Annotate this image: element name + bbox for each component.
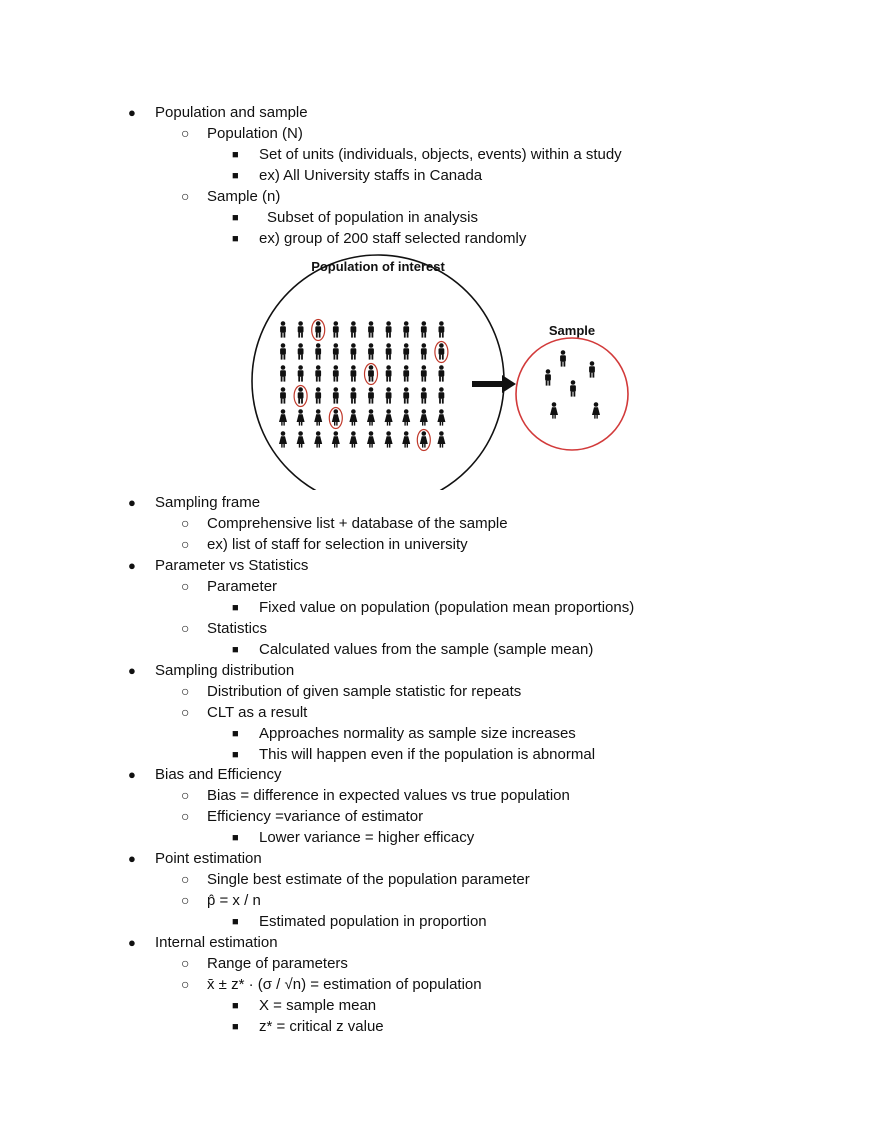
person-icon bbox=[386, 387, 392, 403]
bullet-level3: ■ bbox=[232, 233, 239, 245]
person-icon bbox=[368, 343, 374, 359]
person-icon bbox=[402, 409, 410, 425]
bullet-level3: ■ bbox=[232, 916, 239, 928]
person-icon bbox=[439, 321, 445, 337]
person-icon bbox=[297, 431, 305, 447]
person-icon bbox=[298, 387, 304, 403]
person-icon bbox=[545, 369, 551, 385]
internal-estimation-item: Range of parameters bbox=[207, 955, 348, 972]
person-icon bbox=[280, 321, 286, 337]
person-icon bbox=[333, 343, 339, 359]
bias-definition: Bias = difference in expected values vs true population bbox=[207, 787, 570, 804]
internal-estimation-formula: x̄ ± z* · (σ / √n) = estimation of population bbox=[207, 976, 482, 993]
bullet-level2: ○ bbox=[181, 188, 190, 204]
person-icon bbox=[332, 409, 340, 425]
population-people bbox=[279, 320, 448, 451]
person-icon bbox=[386, 321, 392, 337]
person-icon bbox=[439, 365, 445, 381]
statistics-definition: Calculated values from the sample (sample mean) bbox=[259, 641, 594, 658]
person-icon bbox=[437, 409, 445, 425]
person-icon bbox=[279, 409, 287, 425]
sample-people bbox=[545, 350, 600, 418]
person-icon bbox=[570, 380, 576, 396]
bullet-level2: ○ bbox=[181, 515, 190, 531]
efficiency-note: Lower variance = higher efficacy bbox=[259, 829, 475, 846]
clt-note-1: Approaches normality as sample size increases bbox=[259, 725, 576, 742]
bullet-level3: ■ bbox=[232, 212, 239, 224]
bullet-level2: ○ bbox=[181, 892, 190, 908]
population-example: ex) All University staffs in Canada bbox=[259, 167, 483, 184]
person-icon bbox=[421, 387, 427, 403]
person-icon bbox=[560, 350, 566, 366]
bullet-level2: ○ bbox=[181, 578, 190, 594]
person-icon bbox=[351, 321, 357, 337]
person-icon bbox=[403, 387, 409, 403]
efficiency-definition: Efficiency =variance of estimator bbox=[207, 808, 424, 825]
person-icon bbox=[421, 321, 427, 337]
person-icon bbox=[385, 431, 393, 447]
statistics-label: Statistics bbox=[207, 620, 268, 637]
section-title-bias-and-efficiency: Bias and Efficiency bbox=[155, 766, 282, 783]
bullet-level2: ○ bbox=[181, 620, 190, 636]
bullet-level2: ○ bbox=[181, 683, 190, 699]
person-icon bbox=[280, 343, 286, 359]
person-icon bbox=[439, 343, 445, 359]
person-icon bbox=[297, 409, 305, 425]
bullet-level2: ○ bbox=[181, 871, 190, 887]
person-icon bbox=[314, 431, 322, 447]
bullet-level1: ● bbox=[128, 851, 136, 866]
bullet-level3: ■ bbox=[232, 832, 239, 844]
person-icon bbox=[315, 365, 321, 381]
person-icon bbox=[333, 321, 339, 337]
sample-definition: Subset of population in analysis bbox=[267, 209, 478, 226]
bullet-level2: ○ bbox=[181, 787, 190, 803]
person-icon bbox=[349, 409, 357, 425]
point-estimation-note: Estimated population in proportion bbox=[259, 913, 487, 930]
bullet-level2: ○ bbox=[181, 808, 190, 824]
section-title-sampling-frame: Sampling frame bbox=[155, 494, 261, 511]
person-icon bbox=[367, 409, 375, 425]
person-icon bbox=[280, 387, 286, 403]
bullet-level2: ○ bbox=[181, 955, 190, 971]
sampling-distribution-item: Distribution of given sample statistic for repeats bbox=[207, 683, 522, 700]
person-icon bbox=[402, 431, 410, 447]
person-icon bbox=[403, 365, 409, 381]
person-icon bbox=[368, 321, 374, 337]
person-icon bbox=[315, 321, 321, 337]
section-title-internal-estimation: Internal estimation bbox=[155, 934, 278, 951]
population-definition: Set of units (individuals, objects, events) within a study bbox=[259, 146, 622, 163]
parameter-label: Parameter bbox=[207, 578, 278, 595]
point-estimation-item: Single best estimate of the population parameter bbox=[207, 871, 530, 888]
sample-example: ex) group of 200 staff selected randomly bbox=[259, 230, 527, 247]
bullet-level3: ■ bbox=[232, 170, 239, 182]
section-title-population-and-sample: Population and sample bbox=[155, 104, 308, 121]
person-icon bbox=[315, 343, 321, 359]
bullet-level2: ○ bbox=[181, 976, 190, 992]
person-icon bbox=[386, 343, 392, 359]
internal-estimation-note-1: X = sample mean bbox=[259, 997, 377, 1014]
person-icon bbox=[386, 365, 392, 381]
sampling-frame-item: Comprehensive list + database of the sample bbox=[207, 515, 508, 532]
person-icon bbox=[589, 361, 595, 377]
person-icon bbox=[368, 387, 374, 403]
sampling-frame-example: ex) list of staff for selection in university bbox=[207, 536, 468, 553]
person-icon bbox=[592, 402, 600, 418]
bullet-level3: ■ bbox=[232, 602, 239, 614]
person-icon bbox=[332, 431, 340, 447]
population-label: Population (N) bbox=[207, 125, 303, 142]
internal-estimation-note-2: z* = critical z value bbox=[259, 1018, 384, 1035]
bullet-level2: ○ bbox=[181, 536, 190, 552]
person-icon bbox=[333, 365, 339, 381]
bullet-level1: ● bbox=[128, 558, 136, 573]
bullet-level1: ● bbox=[128, 767, 136, 782]
person-icon bbox=[421, 343, 427, 359]
person-icon bbox=[420, 409, 428, 425]
bullet-level3: ■ bbox=[232, 728, 239, 740]
person-icon bbox=[368, 365, 374, 381]
person-icon bbox=[298, 321, 304, 337]
person-icon bbox=[403, 321, 409, 337]
clt-label: CLT as a result bbox=[207, 704, 308, 721]
bullet-level2: ○ bbox=[181, 125, 190, 141]
person-icon bbox=[333, 387, 339, 403]
person-icon bbox=[550, 402, 558, 418]
section-title-parameter-vs-statistics: Parameter vs Statistics bbox=[155, 557, 309, 574]
person-icon bbox=[351, 387, 357, 403]
point-estimation-formula: p̂ = x / n bbox=[207, 892, 261, 909]
population-sample-diagram bbox=[248, 254, 638, 490]
clt-note-2: This will happen even if the population is abnormal bbox=[259, 746, 596, 763]
person-icon bbox=[385, 409, 393, 425]
sample-figure-label: Sample bbox=[548, 323, 596, 338]
bullet-level2: ○ bbox=[181, 704, 190, 720]
parameter-definition: Fixed value on population (population mean proportions) bbox=[259, 599, 635, 616]
person-icon bbox=[437, 431, 445, 447]
person-icon bbox=[420, 431, 428, 447]
person-icon bbox=[439, 387, 445, 403]
person-icon bbox=[298, 343, 304, 359]
bullet-level1: ● bbox=[128, 105, 136, 120]
bullet-level3: ■ bbox=[232, 749, 239, 761]
person-icon bbox=[421, 365, 427, 381]
person-icon bbox=[279, 431, 287, 447]
bullet-level3: ■ bbox=[232, 1000, 239, 1012]
person-icon bbox=[367, 431, 375, 447]
section-title-point-estimation: Point estimation bbox=[155, 850, 262, 867]
person-icon bbox=[351, 343, 357, 359]
person-icon bbox=[298, 365, 304, 381]
person-icon bbox=[280, 365, 286, 381]
bullet-level1: ● bbox=[128, 663, 136, 678]
bullet-level3: ■ bbox=[232, 644, 239, 656]
person-icon bbox=[403, 343, 409, 359]
bullet-level3: ■ bbox=[232, 1021, 239, 1033]
bullet-level1: ● bbox=[128, 495, 136, 510]
person-icon bbox=[351, 365, 357, 381]
person-icon bbox=[349, 431, 357, 447]
bullet-level1: ● bbox=[128, 935, 136, 950]
section-title-sampling-distribution: Sampling distribution bbox=[155, 662, 295, 679]
person-icon bbox=[314, 409, 322, 425]
population-of-interest-label: Population of interest bbox=[311, 259, 445, 274]
arrow-icon bbox=[472, 375, 516, 393]
bullet-level3: ■ bbox=[232, 149, 239, 161]
person-icon bbox=[315, 387, 321, 403]
sample-label: Sample (n) bbox=[207, 188, 281, 205]
